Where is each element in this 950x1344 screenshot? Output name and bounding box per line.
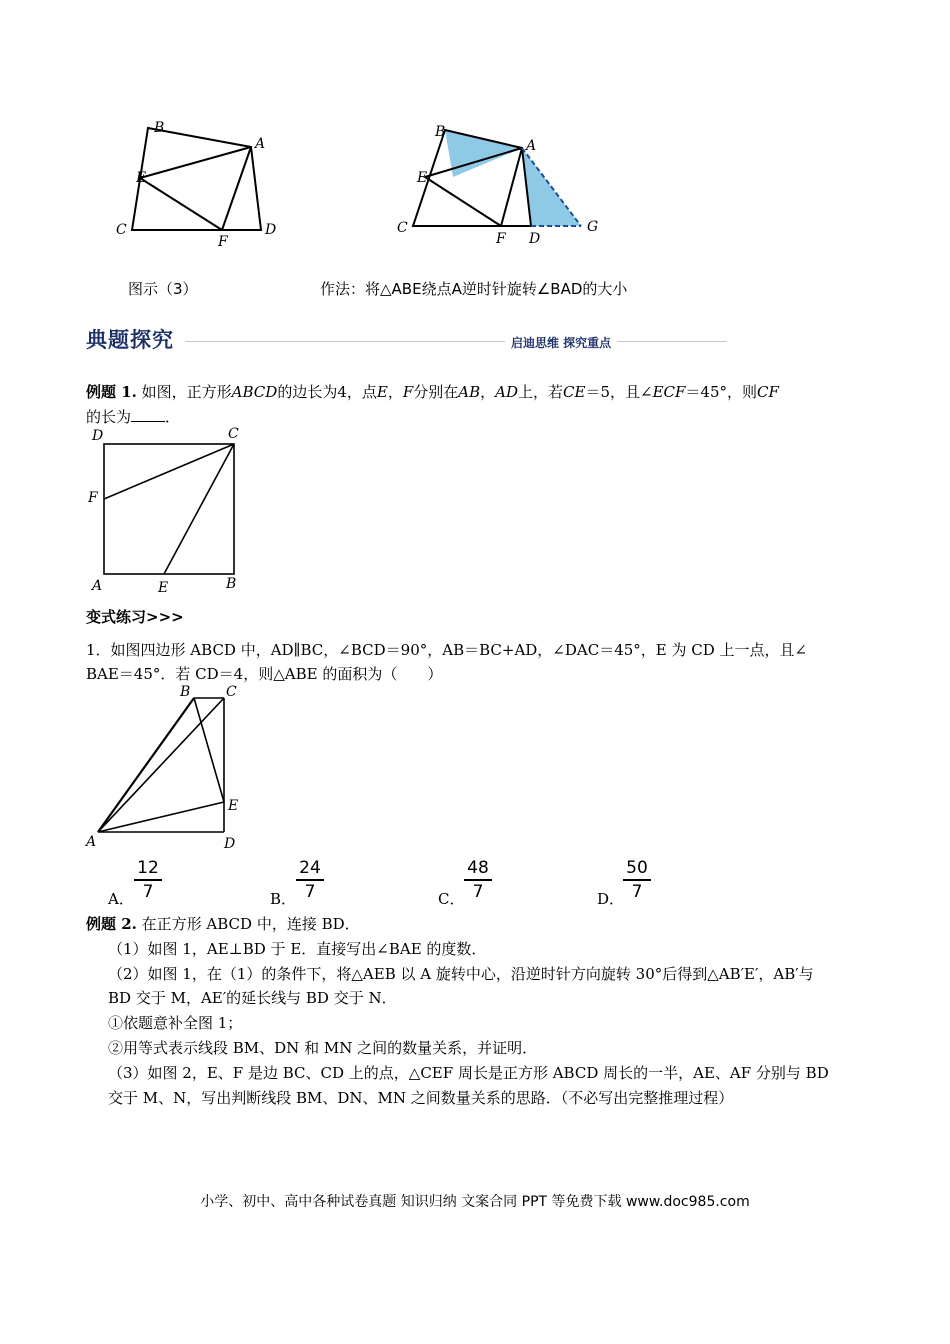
- example2-part3-line1: （3）如图 2，E、F 是边 BC、CD 上的点，△CEF 周长是正方形 ABCD 周长的一半，AE、AF 分别与 BD: [108, 1064, 829, 1082]
- example2-part2-step1: ①依题意补全图 1；: [108, 1014, 243, 1032]
- label-D: D: [529, 231, 541, 247]
- label-A: A: [86, 834, 97, 850]
- label-C: C: [228, 426, 239, 442]
- figure-3-right: [395, 118, 605, 246]
- label-A: A: [526, 138, 537, 154]
- label-D: D: [265, 222, 277, 238]
- section-title: 典题探究: [86, 328, 174, 352]
- section-rule: [185, 341, 727, 342]
- example1-line1: 例题 1. 如图，正方形ABCD的边长为4，点E，F分别在AB，AD上，若CE＝5，且∠ECF＝45°，则CF: [86, 383, 779, 401]
- label-B: B: [226, 576, 237, 592]
- label-F: F: [88, 490, 98, 506]
- figure-3-left: [110, 118, 290, 248]
- label-A: A: [92, 578, 103, 594]
- example2-part2-step2: ②用等式表示线段 BM、DN 和 MN 之间的数量关系，并证明．: [108, 1039, 538, 1057]
- label-C: C: [226, 684, 237, 700]
- example2-part3-line2: 交于 M、N，写出判断线段 BM、DN、MN 之间数量关系的思路．（不必写出完整推理过程）: [108, 1089, 734, 1107]
- variant-q1-line1: 1．如图四边形 ABCD 中，AD∥BC，∠BCD＝90°，AB＝BC+AD，∠DAC＝45°，E 为 CD 上一点，且∠: [86, 641, 808, 659]
- example1-figure: [86, 424, 246, 596]
- label-E: E: [228, 798, 239, 814]
- section-tag: 启迪思维 探究重点: [505, 334, 617, 351]
- fraction: 48 7: [464, 858, 492, 902]
- example1-line2: 的长为 ．: [86, 408, 181, 426]
- label-D: D: [224, 836, 236, 852]
- figure-3-method: 作法：将△ABE绕点A逆时针旋转∠BAD的大小: [320, 280, 628, 298]
- fraction: 12 7: [134, 858, 162, 902]
- label-A: A: [255, 136, 266, 152]
- example2-part2-line2: BD 交于 M，AE′的延长线与 BD 交于 N．: [108, 989, 397, 1007]
- label-F: F: [496, 231, 506, 247]
- label-B: B: [154, 120, 165, 136]
- figure-3-caption: 图示（3）: [128, 280, 198, 298]
- label-B: B: [180, 684, 191, 700]
- example2-label: 例题 2.: [86, 915, 137, 933]
- label-G: G: [587, 219, 599, 235]
- fraction: 24 7: [296, 858, 324, 902]
- label-E: E: [417, 170, 428, 186]
- example1-label: 例题 1.: [86, 383, 137, 401]
- example2-part1: （1）如图 1，AE⊥BD 于 E．直接写出∠BAE 的度数．: [108, 940, 487, 958]
- answer-blank: [131, 406, 165, 422]
- example2-part2-line1: （2）如图 1，在（1）的条件下，将△AEB 以 A 旋转中心，沿逆时针方向旋转 30°后得到△AB′E′，AB′与: [108, 965, 814, 983]
- label-E: E: [136, 170, 147, 186]
- label-E: E: [158, 580, 169, 596]
- label-F: F: [218, 234, 228, 250]
- fraction: 50 7: [623, 858, 651, 902]
- variant-title: 变式练习>>>: [86, 608, 184, 626]
- variant-q1-figure: [86, 684, 246, 854]
- label-D: D: [92, 428, 104, 444]
- label-B: B: [435, 124, 446, 140]
- page-footer: 小学、初中、高中各种试卷真题 知识归纳 文案合同 PPT 等免费下载 www.doc985.com: [200, 1194, 750, 1210]
- variant-q1-line2: BAE＝45°．若 CD＝4，则△ABE 的面积为（ ）: [86, 665, 443, 683]
- label-C: C: [397, 220, 408, 236]
- label-C: C: [116, 222, 127, 238]
- example2-intro: 例题 2. 在正方形 ABCD 中，连接 BD．: [86, 915, 360, 933]
